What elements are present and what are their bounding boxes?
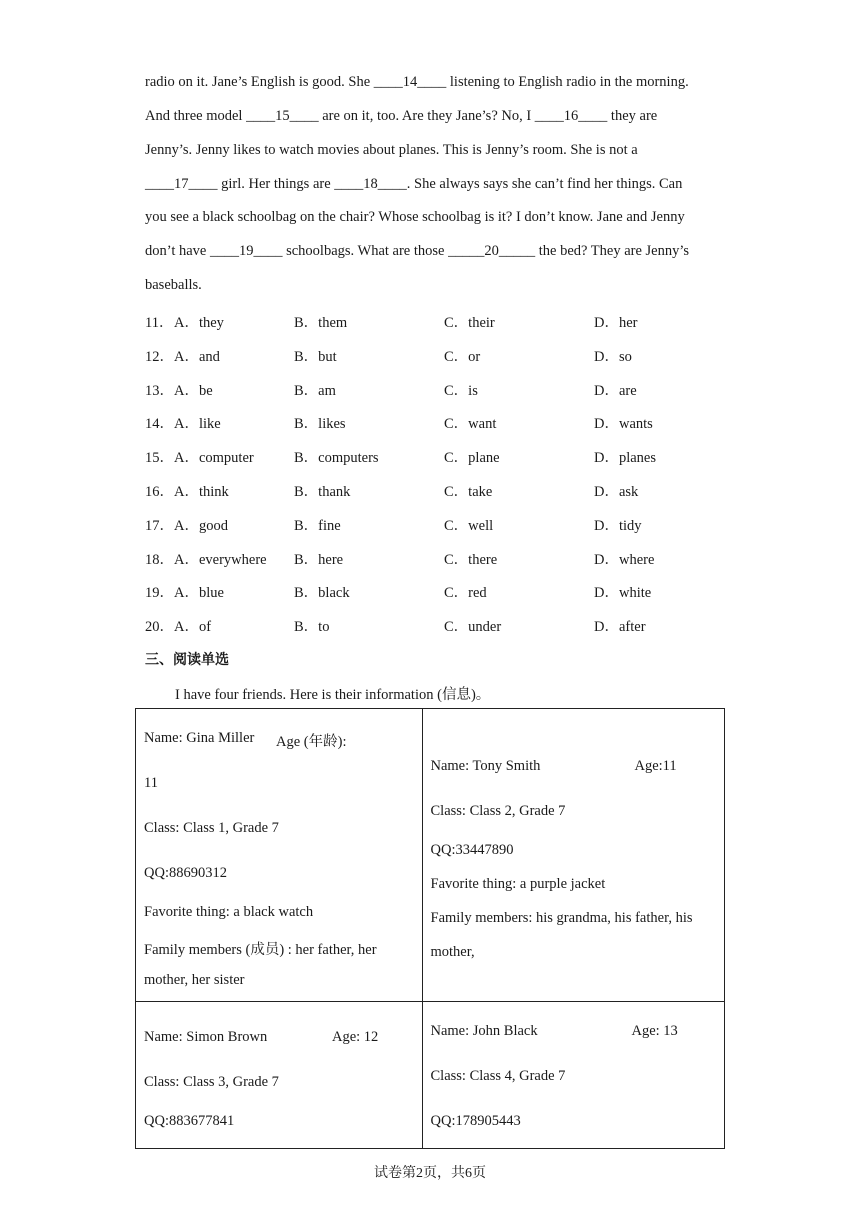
card-john [422, 1002, 725, 1149]
card-tony [422, 709, 725, 1002]
option-d[interactable]: D．white [594, 585, 652, 601]
passage-line-1: radio on it. Jane’s English is good. She ____14____ listening to English radio in the morning. [145, 74, 689, 90]
option-b[interactable]: B．thank [294, 484, 351, 500]
card-class: Class: Class 1, Grade 7 [144, 820, 279, 836]
option-b[interactable]: B．am [294, 383, 336, 399]
option-a[interactable]: A．blue [174, 585, 224, 601]
option-a[interactable]: A．think [174, 484, 229, 500]
question-number: 16． [145, 484, 174, 500]
card-age: 11 [144, 775, 158, 791]
option-d[interactable]: D．tidy [594, 518, 642, 534]
option-a[interactable]: A．computer [174, 450, 254, 466]
option-b[interactable]: B．fine [294, 518, 341, 534]
card-family-cont: mother, [430, 944, 475, 960]
passage-line-6: don’t have ____19____ schoolbags. What are those _____20_____ the bed? They are Jenny’s [145, 243, 690, 259]
card-name: Name: Gina Miller [144, 730, 255, 746]
section-heading: 三、阅读单选 [145, 652, 229, 668]
option-d[interactable]: D．her [594, 315, 638, 331]
passage-line-5: you see a black schoolbag on the chair? Whose schoolbag is it? I don’t know. Jane and Jenny [145, 209, 685, 225]
option-c[interactable]: C．under [444, 619, 502, 635]
option-d[interactable]: D．so [594, 349, 632, 365]
card-age: Age:11 [634, 758, 677, 774]
question-number: 17． [145, 518, 174, 534]
option-d[interactable]: D．where [594, 552, 655, 568]
card-qq: QQ:178905443 [430, 1113, 521, 1129]
passage-line-2: And three model ____15____ are on it, too. Are they Jane’s? No, I ____16____ they are [145, 108, 658, 124]
option-b[interactable]: B．but [294, 349, 337, 365]
card-name: Name: Tony Smith [430, 758, 541, 774]
question-number: 13． [145, 383, 174, 399]
passage-line-3: Jenny’s. Jenny likes to watch movies about planes. This is Jenny’s room. She is not a [145, 142, 638, 158]
card-favorite: Favorite thing: a purple jacket [430, 876, 606, 892]
card-age-label: Age (年龄): [276, 734, 347, 750]
passage-line-7: baseballs. [145, 277, 202, 293]
friends-info-table [135, 708, 725, 1149]
option-c[interactable]: C．is [444, 383, 478, 399]
option-a[interactable]: A．everywhere [174, 552, 267, 568]
option-a[interactable]: A．and [174, 349, 220, 365]
card-favorite: Favorite thing: a black watch [144, 904, 314, 920]
option-c[interactable]: C．there [444, 552, 498, 568]
question-number: 15． [145, 450, 174, 466]
card-class: Class: Class 2, Grade 7 [430, 803, 566, 819]
option-b[interactable]: B．likes [294, 416, 346, 432]
option-c[interactable]: C．or [444, 349, 481, 365]
card-family: Family members (成员) : her father, her [144, 942, 377, 958]
option-a[interactable]: A．like [174, 416, 221, 432]
card-gina [136, 709, 423, 1002]
card-family: Family members: his grandma, his father, his [430, 910, 693, 926]
card-name: Name: John Black [430, 1023, 538, 1039]
option-c[interactable]: C．want [444, 416, 497, 432]
section-intro: I have four friends. Here is their information (信息)。 [175, 687, 491, 703]
card-simon [136, 1002, 423, 1149]
card-age: Age: 12 [332, 1029, 379, 1045]
card-age: Age: 13 [631, 1023, 678, 1039]
option-c[interactable]: C．their [444, 315, 495, 331]
card-class: Class: Class 4, Grade 7 [430, 1068, 566, 1084]
option-a[interactable]: A．be [174, 383, 213, 399]
option-a[interactable]: A．of [174, 619, 212, 635]
question-number: 18． [145, 552, 174, 568]
question-number: 19． [145, 585, 174, 601]
card-family-cont: mother, her sister [144, 972, 245, 988]
card-name: Name: Simon Brown [144, 1029, 268, 1045]
card-qq: QQ:883677841 [144, 1113, 235, 1129]
option-c[interactable]: C．red [444, 585, 487, 601]
option-b[interactable]: B．them [294, 315, 348, 331]
option-d[interactable]: D．wants [594, 416, 653, 432]
option-c[interactable]: C．plane [444, 450, 500, 466]
option-b[interactable]: B．to [294, 619, 330, 635]
option-b[interactable]: B．computers [294, 450, 379, 466]
card-qq: QQ:33447890 [430, 842, 514, 858]
option-a[interactable]: A．good [174, 518, 228, 534]
card-class: Class: Class 3, Grade 7 [144, 1074, 279, 1090]
option-c[interactable]: C．well [444, 518, 494, 534]
option-d[interactable]: D．planes [594, 450, 657, 466]
option-b[interactable]: B．black [294, 585, 350, 601]
question-number: 14． [145, 416, 174, 432]
question-number: 12． [145, 349, 174, 365]
option-c[interactable]: C．take [444, 484, 493, 500]
option-a[interactable]: A．they [174, 315, 224, 331]
option-d[interactable]: D．after [594, 619, 646, 635]
option-d[interactable]: D．are [594, 383, 637, 399]
option-b[interactable]: B．here [294, 552, 344, 568]
page-footer: 试卷第2页，共6页 [374, 1166, 486, 1181]
passage-line-4: ____17____ girl. Her things are ____18____. She always says she can’t find her things. Can [145, 176, 683, 192]
question-number: 20． [145, 619, 174, 635]
option-d[interactable]: D．ask [594, 484, 639, 500]
card-qq: QQ:88690312 [144, 865, 227, 881]
question-number: 11． [145, 315, 174, 331]
